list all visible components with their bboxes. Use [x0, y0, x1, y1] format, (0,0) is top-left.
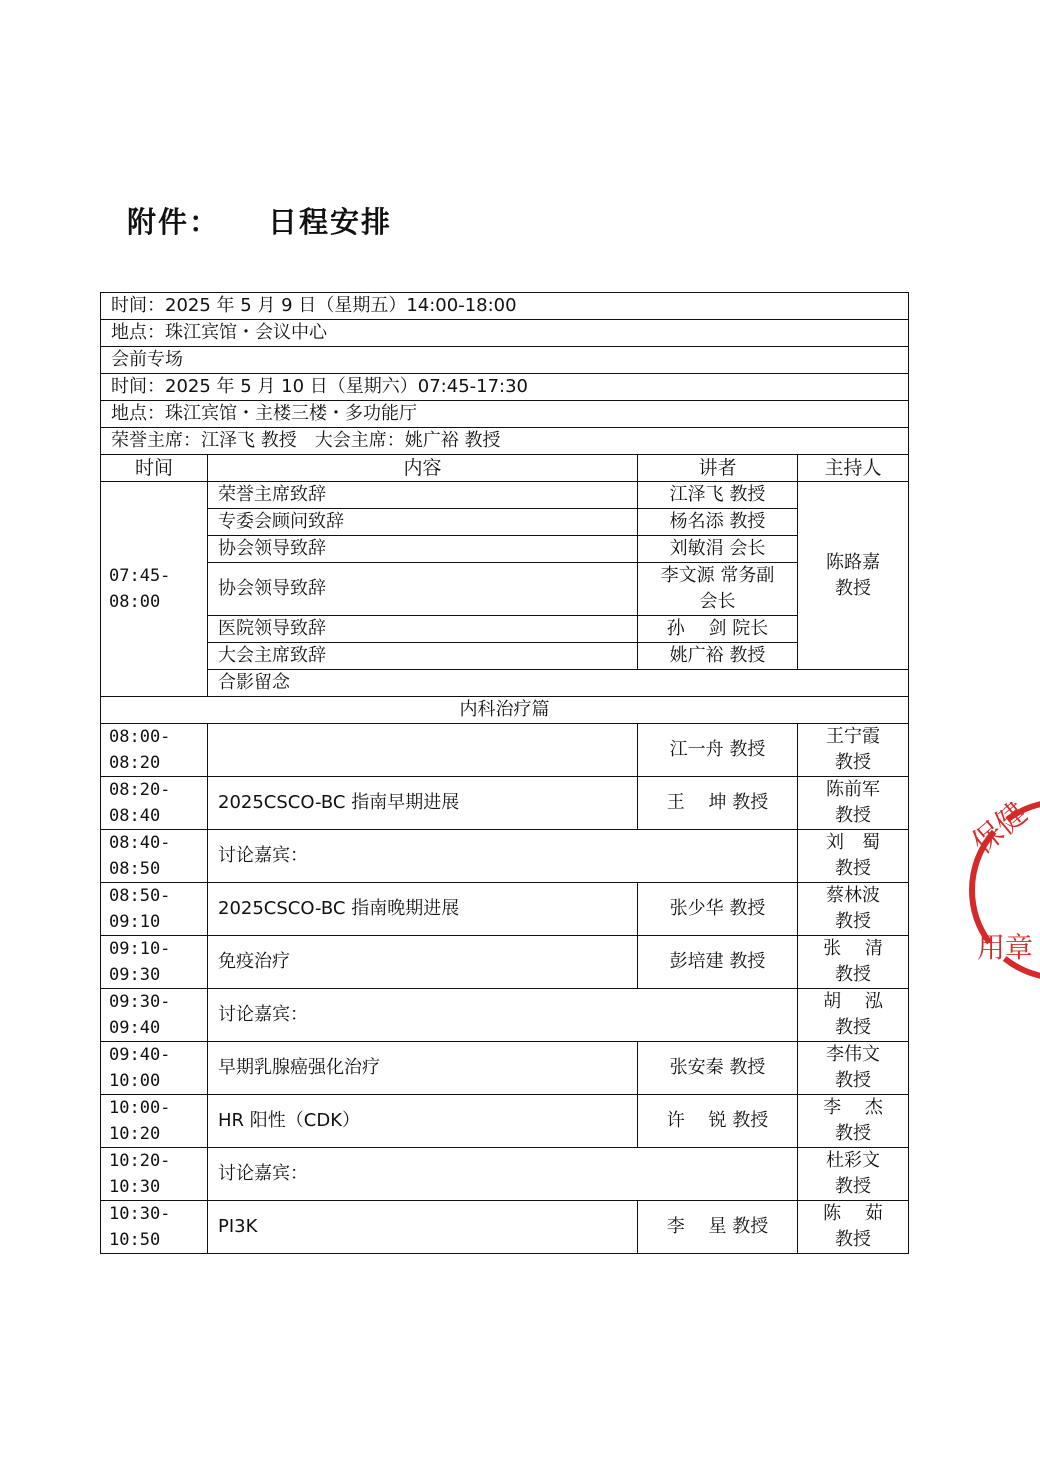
row-time — [101, 1042, 208, 1095]
row-host — [798, 989, 909, 1042]
opening-host — [798, 482, 909, 670]
row-content: 早期乳腺癌强化治疗 — [208, 1042, 638, 1095]
header-host: 主持人 — [798, 455, 909, 482]
row-speaker: 彭培建 教授 — [638, 936, 798, 989]
row-host — [798, 777, 909, 830]
page-title — [127, 200, 392, 241]
info-row — [101, 428, 909, 455]
opening-content: 医院领导致辞 — [208, 616, 638, 643]
host-title: 教授 — [835, 1070, 871, 1091]
speaker-line: 会长 — [699, 591, 736, 612]
time-start: 07:45- — [109, 566, 171, 586]
opening-row — [101, 509, 909, 536]
row-content: 讨论嘉宾： — [208, 1148, 798, 1201]
time-end: 09:10 — [109, 912, 161, 932]
host-title: 教授 — [835, 577, 871, 599]
info-venue-2: 地点：珠江宾馆・主楼三楼・多功能厅 — [101, 401, 909, 428]
row-host — [798, 1042, 909, 1095]
host-title: 教授 — [835, 1229, 871, 1250]
info-row — [101, 374, 909, 401]
opening-row — [101, 536, 909, 563]
row-time — [101, 830, 208, 883]
row-content: 讨论嘉宾： — [208, 830, 798, 883]
opening-content: 大会主席致辞 — [208, 643, 638, 670]
row-speaker: 张安秦 教授 — [638, 1042, 798, 1095]
time-start: 08:00- — [109, 727, 171, 747]
seal-text: 保健 — [965, 795, 1035, 862]
opening-speaker: 杨名添 教授 — [638, 509, 798, 536]
row-content: 2025CSCO-BC 指南晚期进展 — [208, 883, 638, 936]
row-host — [798, 830, 909, 883]
header-time: 时间 — [101, 455, 208, 482]
host-title: 教授 — [835, 1123, 871, 1144]
time-end: 10:00 — [109, 1071, 161, 1091]
time-end: 09:40 — [109, 1018, 161, 1038]
info-row — [101, 320, 909, 347]
opening-speaker: 刘敏涓 会长 — [638, 536, 798, 563]
host-name: 陈 茹 — [823, 1203, 883, 1224]
opening-speaker: 江泽飞 教授 — [638, 482, 798, 509]
row-content: 免疫治疗 — [208, 936, 638, 989]
row-content: 讨论嘉宾： — [208, 989, 798, 1042]
opening-time — [101, 482, 208, 697]
row-time — [101, 777, 208, 830]
opening-content: 专委会顾问致辞 — [208, 509, 638, 536]
row-time — [101, 989, 208, 1042]
row-speaker: 张少华 教授 — [638, 883, 798, 936]
opening-speaker: 孙 剑 院长 — [638, 616, 798, 643]
table-row — [101, 1148, 909, 1201]
speaker-line: 李文源 常务副 — [660, 565, 775, 586]
info-chairs: 荣誉主席：江泽飞 教授 大会主席：姚广裕 教授 — [101, 428, 909, 455]
table-row — [101, 1042, 909, 1095]
table-row — [101, 883, 909, 936]
host-name: 胡 泓 — [823, 991, 883, 1012]
host-name: 李伟文 — [826, 1044, 880, 1065]
row-speaker: 江一舟 教授 — [638, 724, 798, 777]
opening-row — [101, 670, 909, 697]
row-host — [798, 936, 909, 989]
header-speaker: 讲者 — [638, 455, 798, 482]
time-start: 09:30- — [109, 992, 171, 1012]
host-title: 教授 — [835, 858, 871, 879]
time-end: 10:20 — [109, 1124, 161, 1144]
info-row — [101, 293, 909, 320]
host-title: 教授 — [835, 752, 871, 773]
time-end: 08:40 — [109, 806, 161, 826]
row-content: PI3K — [208, 1201, 638, 1254]
time-end: 08:50 — [109, 859, 161, 879]
time-start: 10:20- — [109, 1151, 171, 1171]
host-name: 蔡林波 — [826, 885, 880, 906]
row-host — [798, 883, 909, 936]
time-start: 09:10- — [109, 939, 171, 959]
opening-speaker — [638, 563, 798, 616]
header-row — [101, 455, 909, 482]
time-end: 10:30 — [109, 1177, 161, 1197]
info-session: 会前专场 — [101, 347, 909, 374]
table-row — [101, 1095, 909, 1148]
time-start: 08:50- — [109, 886, 171, 906]
schedule-table — [100, 292, 909, 1254]
opening-row — [101, 482, 909, 509]
row-host — [798, 1095, 909, 1148]
host-title: 教授 — [835, 1017, 871, 1038]
row-time — [101, 936, 208, 989]
time-end: 08:00 — [109, 592, 161, 612]
host-title: 教授 — [835, 964, 871, 985]
host-name: 李 杰 — [823, 1097, 883, 1118]
host-name: 陈前军 — [826, 779, 880, 800]
table-row — [101, 724, 909, 777]
row-content — [208, 724, 638, 777]
time-start: 08:40- — [109, 833, 171, 853]
table-row — [101, 936, 909, 989]
title-main: 日程安排 — [268, 205, 393, 239]
row-speaker: 王 坤 教授 — [638, 777, 798, 830]
opening-content: 荣誉主席致辞 — [208, 482, 638, 509]
row-time — [101, 1095, 208, 1148]
row-time — [101, 724, 208, 777]
host-name: 陈路嘉 — [826, 551, 880, 573]
time-start: 08:20- — [109, 780, 171, 800]
row-speaker: 许 锐 教授 — [638, 1095, 798, 1148]
row-host — [798, 724, 909, 777]
section-title: 内科治疗篇 — [101, 697, 909, 724]
host-title: 教授 — [835, 805, 871, 826]
row-content: HR 阳性（CDK） — [208, 1095, 638, 1148]
row-host — [798, 1148, 909, 1201]
row-speaker: 李 星 教授 — [638, 1201, 798, 1254]
host-name: 刘 蜀 — [826, 832, 880, 853]
time-start: 10:00- — [109, 1098, 171, 1118]
table-row — [101, 989, 909, 1042]
time-start: 09:40- — [109, 1045, 171, 1065]
host-name: 杜彩文 — [826, 1150, 880, 1171]
row-time — [101, 1201, 208, 1254]
table-row — [101, 777, 909, 830]
row-content: 2025CSCO-BC 指南早期进展 — [208, 777, 638, 830]
time-end: 09:30 — [109, 965, 161, 985]
opening-content: 合影留念 — [208, 670, 909, 697]
table-row — [101, 830, 909, 883]
opening-content: 协会领导致辞 — [208, 563, 638, 616]
section-row — [101, 697, 909, 724]
opening-speaker: 姚广裕 教授 — [638, 643, 798, 670]
info-venue-1: 地点：珠江宾馆・会议中心 — [101, 320, 909, 347]
official-seal — [955, 785, 1040, 1000]
table-row — [101, 1201, 909, 1254]
host-name: 王宁霞 — [826, 726, 880, 747]
opening-row — [101, 616, 909, 643]
time-end: 10:50 — [109, 1230, 161, 1250]
info-date-1: 时间：2025 年 5 月 9 日（星期五）14:00-18:00 — [101, 293, 909, 320]
seal-text-2: 用章 — [977, 931, 1034, 964]
time-end: 08:20 — [109, 753, 161, 773]
host-title: 教授 — [835, 911, 871, 932]
row-time — [101, 883, 208, 936]
title-prefix: 附件： — [127, 205, 221, 239]
opening-content: 协会领导致辞 — [208, 536, 638, 563]
info-row — [101, 401, 909, 428]
info-row — [101, 347, 909, 374]
host-name: 张 清 — [823, 938, 883, 959]
info-date-2: 时间：2025 年 5 月 10 日（星期六）07:45-17:30 — [101, 374, 909, 401]
row-host — [798, 1201, 909, 1254]
header-content: 内容 — [208, 455, 638, 482]
time-start: 10:30- — [109, 1204, 171, 1224]
opening-row — [101, 643, 909, 670]
opening-row — [101, 563, 909, 616]
row-time — [101, 1148, 208, 1201]
host-title: 教授 — [835, 1176, 871, 1197]
